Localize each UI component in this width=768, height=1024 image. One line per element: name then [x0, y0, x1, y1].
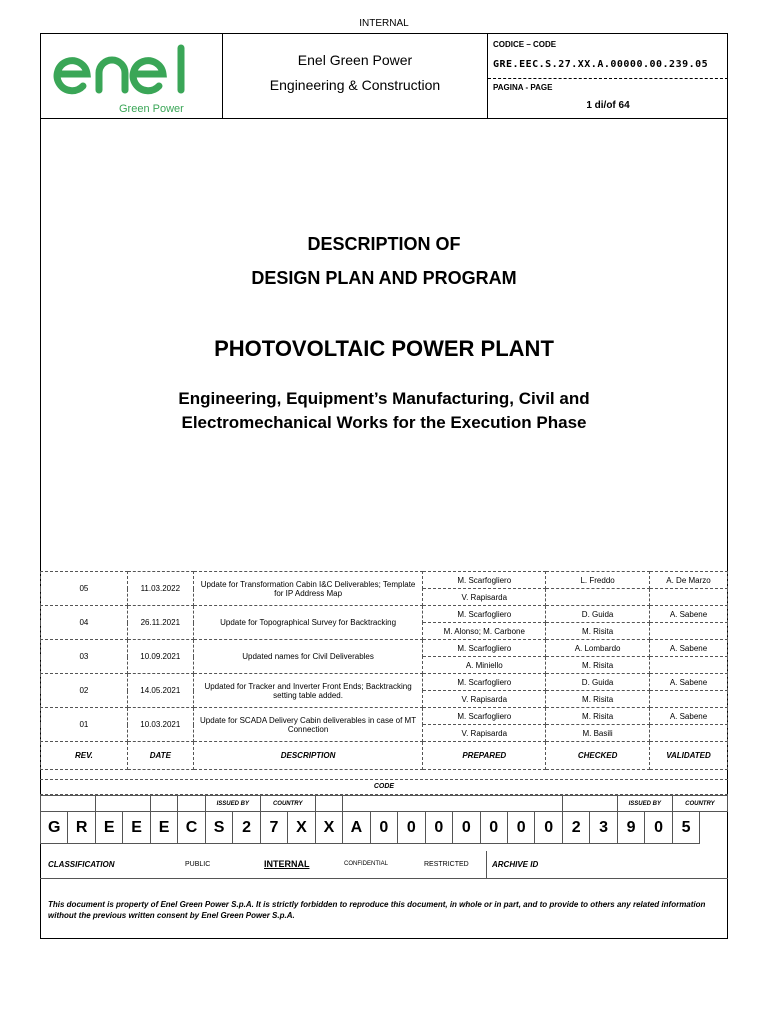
rev-checked: M. Risita [546, 623, 650, 640]
rev-checked: D. Guida [546, 674, 650, 691]
main-title: PHOTOVOLTAIC POWER PLANT [214, 336, 554, 361]
classification-restricted: RESTRICTED [424, 861, 469, 868]
rev-prepared: M. Scarfogliero [423, 708, 546, 725]
code-char: 0 [453, 812, 480, 844]
code-label-empty [343, 796, 563, 812]
code-char: 0 [398, 812, 425, 844]
revision-row [41, 674, 728, 691]
rev-date: 11.03.2022 [127, 572, 193, 606]
rev-prepared: V. Rapisarda [423, 589, 546, 606]
rev-prepared: V. Rapisarda [423, 691, 546, 708]
revision-row [41, 708, 728, 725]
rev-validated-empty [650, 691, 728, 708]
rev-description: Updated for Tracker and Inverter Front Ends; Backtracking setting table added. [193, 674, 423, 708]
code-char: C [178, 812, 205, 844]
rev-prepared: M. Scarfogliero [423, 572, 546, 589]
rev-date: 10.09.2021 [127, 640, 193, 674]
rev-number: 05 [41, 572, 128, 606]
code-strip-header: CODE [40, 779, 728, 795]
document-header [40, 33, 728, 119]
code-label-issued-by: ISSUED BY [205, 796, 260, 812]
code-char: E [95, 812, 122, 844]
rev-validated: A. Sabene [650, 640, 728, 657]
header-divider [222, 34, 223, 118]
classification-confidential: CONFIDENTIAL [344, 861, 389, 867]
rev-prepared: M. Alonso; M. Carbone [423, 623, 546, 640]
code-label-empty [562, 796, 617, 812]
rev-description: Update for Topographical Survey for Backtracking [193, 606, 423, 640]
rev-header-desc: DESCRIPTION [193, 742, 423, 770]
code-char: 2 [562, 812, 589, 844]
code-char: X [315, 812, 342, 844]
rev-checked: L. Freddo [546, 572, 650, 589]
subtitle-line-2: Electromechanical Works for the Execution Phase [181, 413, 587, 432]
page-label: PAGINA - PAGE [493, 83, 553, 92]
rev-number: 01 [41, 708, 128, 742]
revision-row [41, 640, 728, 657]
revision-row [41, 606, 728, 623]
rev-description: Update for Transformation Cabin I&C Deliverables; Template for IP Address Map [193, 572, 423, 606]
code-label-issued-by: ISSUED BY [617, 796, 672, 812]
rev-prepared: M. Scarfogliero [423, 606, 546, 623]
rev-date: 26.11.2021 [127, 606, 193, 640]
classification-divider [486, 851, 487, 878]
rev-checked: M. Basili [546, 725, 650, 742]
code-label-empty [95, 796, 150, 812]
rev-checked: M. Risita [546, 691, 650, 708]
classification-banner: INTERNAL [359, 18, 409, 29]
rev-checked: M. Risita [546, 657, 650, 674]
rev-prepared: M. Scarfogliero [423, 640, 546, 657]
code-char: A [343, 812, 370, 844]
title-line-2: DESIGN PLAN AND PROGRAM [251, 268, 517, 288]
code-char: 2 [233, 812, 260, 844]
rev-validated-empty [650, 623, 728, 640]
rev-validated: A. De Marzo [650, 572, 728, 589]
code-label-country: COUNTRY [672, 796, 727, 812]
code-char: 0 [370, 812, 397, 844]
code-strip [40, 795, 728, 844]
code-char: E [150, 812, 177, 844]
rev-date: 14.05.2021 [127, 674, 193, 708]
rev-validated-empty [650, 657, 728, 674]
rev-validated: A. Sabene [650, 708, 728, 725]
rev-number: 04 [41, 606, 128, 640]
rev-validated-empty [650, 589, 728, 606]
code-label: CODICE – CODE [493, 40, 557, 49]
rev-validated: A. Sabene [650, 606, 728, 623]
subtitle-line-1: Engineering, Equipment’s Manufacturing, Civil and [178, 389, 590, 408]
rev-prepared: V. Rapisarda [423, 725, 546, 742]
disclaimer: This document is property of Enel Green Power S.p.A. It is strictly forbidden to reproduce this document, in whole or in part, and to provide to others any related information without the previous written consent by Enel Green Power S.p.A. [48, 900, 706, 920]
rev-validated-empty [650, 725, 728, 742]
rev-header-prepared: PREPARED [423, 742, 546, 770]
rev-header-date: DATE [127, 742, 193, 770]
classification-public: PUBLIC [185, 861, 211, 868]
rev-number: 02 [41, 674, 128, 708]
subtitle [40, 387, 728, 435]
code-char: 0 [507, 812, 534, 844]
rev-header-rev: REV. [41, 742, 128, 770]
document-code: GRE.EEC.S.27.XX.A.00000.00.239.05 [493, 59, 709, 70]
rev-validated: A. Sabene [650, 674, 728, 691]
rev-checked [546, 589, 650, 606]
rev-checked: A. Lombardo [546, 640, 650, 657]
code-char: 7 [260, 812, 287, 844]
company-name: Enel Green Power [297, 52, 413, 68]
revision-table [40, 571, 728, 770]
code-char: R [68, 812, 95, 844]
rev-date: 10.03.2021 [127, 708, 193, 742]
page-number: 1 di/of 64 [586, 100, 630, 111]
revision-header-row [41, 742, 728, 770]
rev-checked: M. Risita [546, 708, 650, 725]
code-char: 0 [480, 812, 507, 844]
rev-description: Update for SCADA Delivery Cabin deliverables in case of MT Connection [193, 708, 423, 742]
rev-prepared: M. Scarfogliero [423, 674, 546, 691]
code-char: 0 [645, 812, 672, 844]
classification-row [40, 851, 728, 879]
code-char: 0 [425, 812, 452, 844]
classification-label: CLASSIFICATION [48, 860, 115, 869]
code-label-empty [41, 796, 96, 812]
code-label-empty [178, 796, 205, 812]
code-char: S [205, 812, 232, 844]
archive-id-label: ARCHIVE ID [492, 860, 539, 869]
company-division: Engineering & Construction [269, 77, 441, 93]
enel-logo [51, 40, 211, 116]
code-char: 3 [590, 812, 617, 844]
rev-description: Updated names for Civil Deliverables [193, 640, 423, 674]
rev-prepared: A. Miniello [423, 657, 546, 674]
code-char: 5 [672, 812, 699, 844]
rev-number: 03 [41, 640, 128, 674]
code-char: E [123, 812, 150, 844]
header-divider [488, 78, 728, 79]
code-char: 9 [617, 812, 644, 844]
code-label-country: COUNTRY [260, 796, 315, 812]
code-label-empty [150, 796, 177, 812]
logo-subtitle: Green Power [119, 103, 184, 115]
code-char: 0 [535, 812, 562, 844]
title-line-1: DESCRIPTION OF [307, 234, 461, 254]
rev-checked: D. Guida [546, 606, 650, 623]
rev-header-validated: VALIDATED [650, 742, 728, 770]
code-char: G [41, 812, 68, 844]
classification-internal: INTERNAL [264, 859, 310, 869]
revision-row [41, 572, 728, 589]
rev-header-checked: CHECKED [546, 742, 650, 770]
code-char: X [288, 812, 315, 844]
code-label-empty [315, 796, 342, 812]
